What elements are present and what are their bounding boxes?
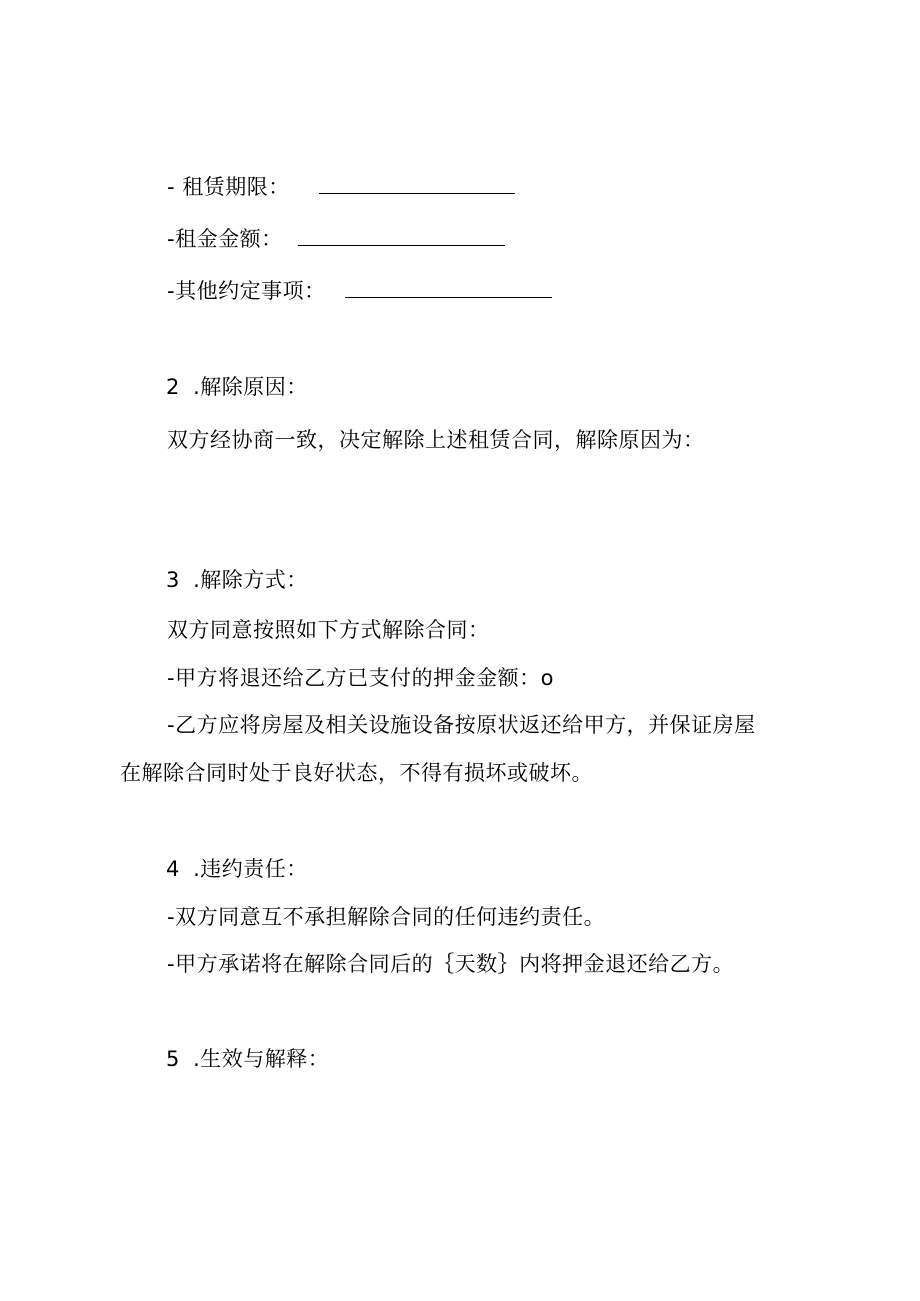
paragraph: 双方同意按照如下方式解除合同： — [167, 618, 490, 642]
field-lease-term — [167, 174, 515, 200]
section-number: 3 — [166, 568, 180, 592]
list-item: -甲方承诺将在解除合同后的｛天数｝内将押金退还给乙方。 — [167, 952, 735, 976]
section-title: .违约责任： — [193, 857, 308, 881]
section-number: 2 — [166, 375, 180, 399]
blank-line — [298, 227, 505, 246]
field-label: - 租赁期限： — [167, 175, 290, 199]
paragraph: 双方经协商一致，决定解除上述租赁合同，解除原因为： — [167, 428, 705, 452]
section-heading — [166, 374, 308, 400]
list-item-continuation: 在解除合同时处于良好状态，不得有损坏或破坏。 — [120, 761, 593, 785]
section-title: .解除原因： — [193, 375, 308, 399]
field-rent-amount — [167, 226, 505, 252]
section-heading — [166, 856, 308, 882]
blank-line — [345, 279, 552, 298]
section-heading — [166, 1046, 329, 1072]
section-number: 5 — [166, 1047, 180, 1071]
list-item: -乙方应将房屋及相关设施设备按原状返还给甲方，并保证房屋 — [167, 713, 756, 737]
list-item: -双方同意互不承担解除合同的任何违约责任。 — [167, 905, 606, 929]
field-other-terms — [167, 278, 552, 304]
section-number: 4 — [166, 857, 180, 881]
list-item: -甲方将退还给乙方已支付的押金金额：o — [167, 666, 554, 690]
field-label: -租金金额： — [167, 227, 283, 251]
blank-line — [319, 175, 515, 194]
section-title: .生效与解释： — [193, 1047, 330, 1071]
section-title: .解除方式： — [193, 568, 308, 592]
field-label: -其他约定事项： — [167, 279, 326, 303]
section-heading — [166, 567, 308, 593]
